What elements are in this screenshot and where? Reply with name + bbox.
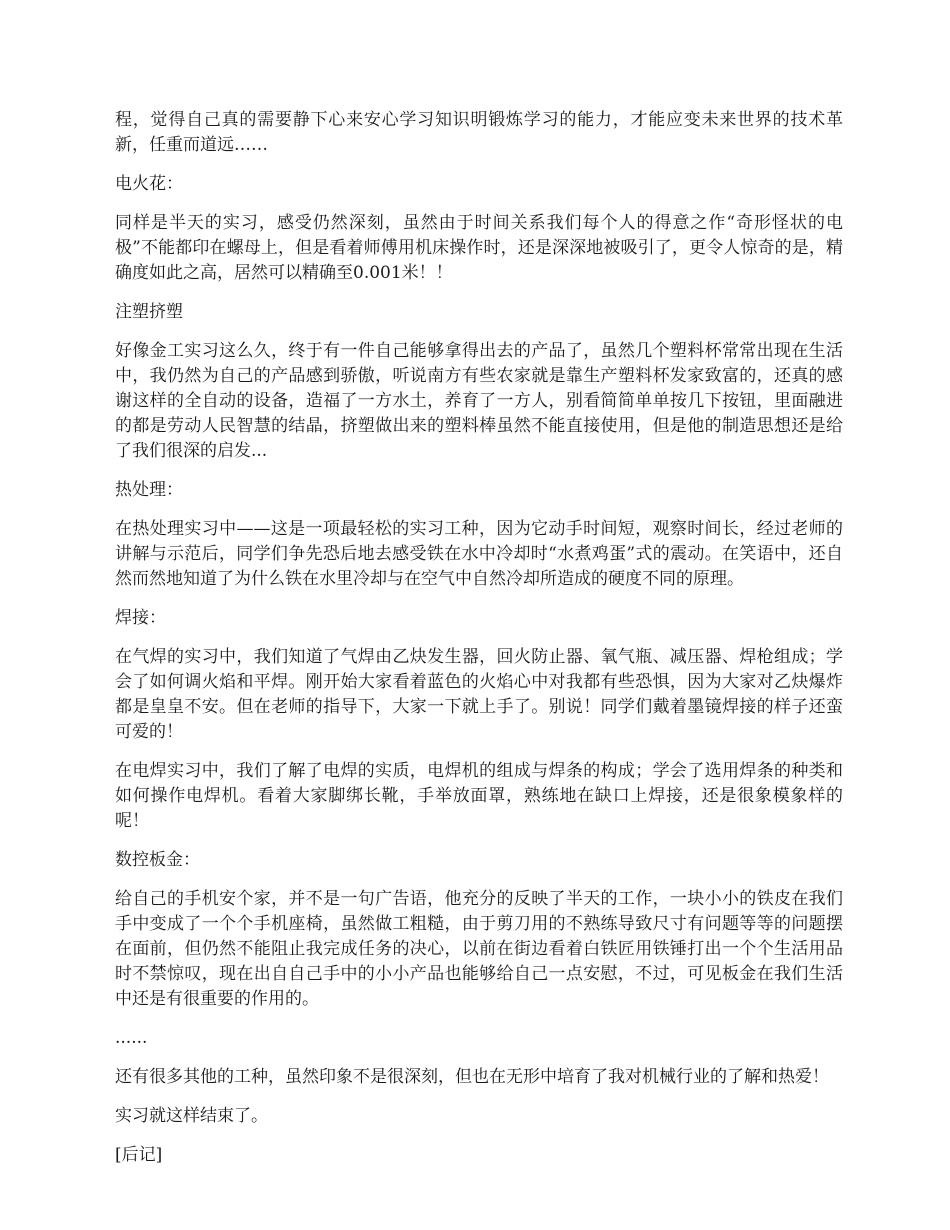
paragraph-ellipsis: ......	[115, 1028, 148, 1048]
section-heading-edm: 电火花：	[115, 174, 183, 194]
paragraph-postscript-label: [后记]	[115, 1145, 163, 1165]
paragraph-conclusion: 实习就这样结束了。	[115, 1106, 268, 1126]
paragraph-intro: 程，觉得自己真的需要静下心来安心学习知识明锻炼学习的能力，才能应变未来世界的技术革新，任重而道远……	[115, 110, 843, 155]
paragraph-electric-welding: 在电焊实习中，我们了解了电焊的实质，电焊机的组成与焊条的构成；学会了选用焊条的种类和如何操作电焊机。看着大家脚绑长靴，手举放面罩，熟练地在缺口上焊接，还是很象模象样的呢！	[115, 761, 843, 831]
paragraph-injection-molding: 好像金工实习这么久，终于有一件自己能够拿得出去的产品了，虽然几个塑料杯常常出现在生活中，我仍然为自己的产品感到骄傲，听说南方有些农家就是靠生产塑料杯发家致富的，还真的感谢这样的全自动的设备，造福了一方水土，养育了一方人，别看简简单单按几下按钮，里面融进的都是劳动人民智慧的结晶，挤塑做出来的塑料棒虽然不能直接使用，但是他的制造思想还是给了我们很深的启发...	[115, 341, 843, 461]
section-heading-cnc-sheet-metal: 数控板金：	[115, 850, 200, 870]
document-body	[115, 108, 843, 1182]
section-heading-heat-treatment: 热处理：	[115, 480, 183, 500]
paragraph-gas-welding: 在气焊的实习中，我们知道了气焊由乙炔发生器，回火防止器、氧气瓶、减压器、焊枪组成；学会了如何调火焰和平焊。刚开始大家看着蓝色的火焰心中对我都有些恐惧，因为大家对乙炔爆炸都是皇皇不安。但在老师的指导下，大家一下就上手了。别说！同学们戴着墨镜焊接的样子还蛮可爱的！	[115, 647, 843, 742]
paragraph-other-trades: 还有很多其他的工种，虽然印象不是很深刻，但也在无形中培育了我对机械行业的了解和热爱！	[115, 1067, 829, 1087]
paragraph-heat-treatment: 在热处理实习中——这是一项最轻松的实习工种，因为它动手时间短，观察时间长，经过老师的讲解与示范后，同学们争先恐后地去感受铁在水中冷却时“水煮鸡蛋”式的震动。在笑语中，还自然而然地知道了为什么铁在水里冷却与在空气中自然冷却所造成的硬度不同的原理。	[115, 519, 843, 589]
paragraph-edm: 同样是半天的实习，感受仍然深刻，虽然由于时间关系我们每个人的得意之作“奇形怪状的电极”不能都印在螺母上，但是看着师傅用机床操作时，还是深深地被吸引了，更令人惊奇的是，精确度如此之高，居然可以精确至0.001米！！	[115, 213, 843, 283]
section-heading-welding: 焊接：	[115, 608, 166, 628]
section-heading-injection-molding: 注塑挤塑	[115, 302, 183, 322]
paragraph-cnc-sheet-metal: 给自己的手机安个家，并不是一句广告语，他充分的反映了半天的工作，一块小小的铁皮在我们手中变成了一个个手机座椅，虽然做工粗糙，由于剪刀用的不熟练导致尺寸有问题等等的问题摆在面前，但仍然不能阻止我完成任务的决心，以前在街边看着白铁匠用铁锤打出一个个生活用品时不禁惊叹，现在出自自己手中的小小产品也能够给自己一点安慰，不过，可见板金在我们生活中还是有很重要的作用的。	[115, 889, 843, 1009]
